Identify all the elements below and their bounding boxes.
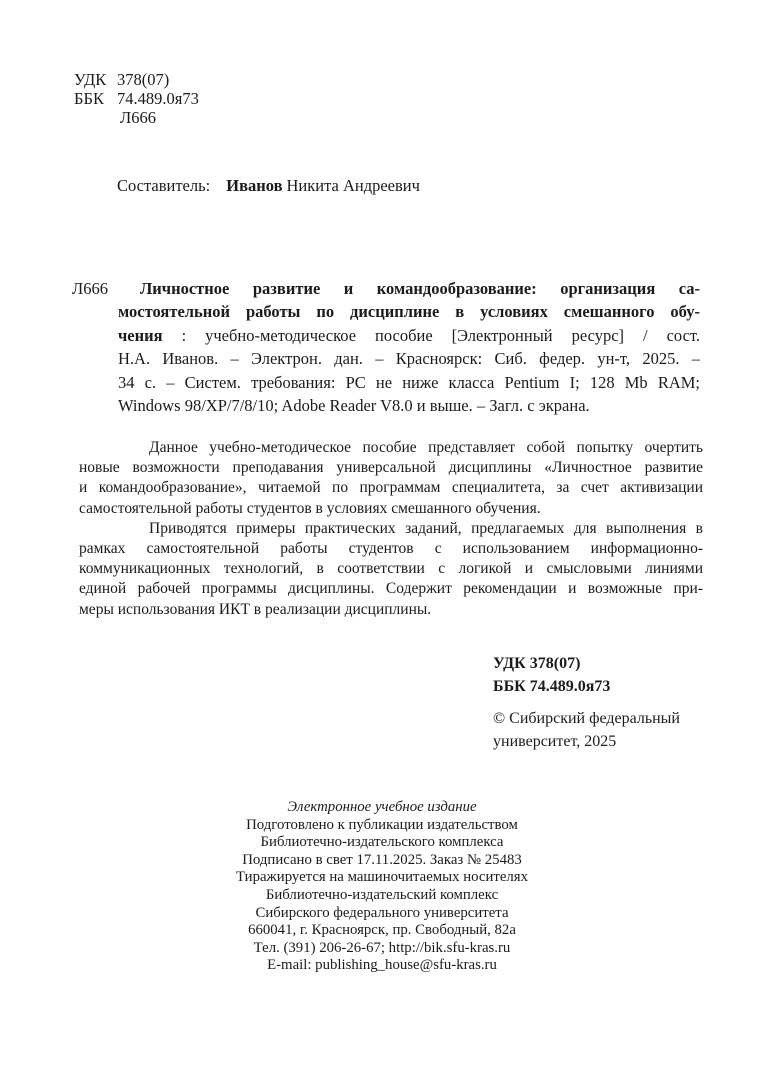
bbk-code-value: 74.489.0я73 — [117, 89, 199, 108]
bib-line-text: 34 с. – Систем. требования: PC не ниже класса Pentium I; 128 Mb RAM; — [118, 372, 700, 392]
publisher-email-line: E-mail: publishing_house@sfu-kras.ru — [267, 957, 497, 974]
annotation-line: самостоятельной работы студентов в условиях смешанного обучения. — [79, 499, 541, 517]
bib-line — [118, 371, 700, 394]
publisher-phone-url-line: Тел. (391) 206-26-67; http://bik.sfu-kras.ru — [253, 939, 511, 956]
bib-text — [118, 277, 700, 417]
bib-line — [118, 300, 700, 323]
udk-code-row — [74, 70, 199, 89]
annotation-line: единой рабочей программы дисциплины. Содержит рекомендации и возможные при- — [79, 580, 703, 598]
annotation-line: Данное учебно-методическое пособие представляет собой попытку очертить — [149, 439, 703, 456]
bib-author-mark: Л666 — [72, 279, 108, 298]
annotation-line: рамках самостоятельной работы студентов с использованием информационно- — [79, 540, 703, 558]
imprint-bbk-code: ББК 74.489.0я73 — [493, 677, 611, 695]
classification-codes — [74, 70, 199, 127]
annotation-line: новые возможности преподавания универсальной дисциплины «Личностное развитие — [79, 459, 703, 477]
annotation-line: коммуникационных технологий, в соответствии с логикой и смысловыми линиями — [79, 560, 703, 578]
bib-line — [118, 347, 700, 370]
colophon-line: Тиражируется на машиночитаемых носителях — [236, 869, 528, 886]
author-mark: Л666 — [120, 108, 156, 127]
compiler-surname: Иванов — [226, 176, 283, 195]
bib-line — [118, 394, 700, 417]
copyright-notice — [493, 708, 680, 753]
annotation-paragraph — [79, 438, 703, 519]
bib-line-text: Windows 98/XP/7/8/10; Adobe Reader V8.0 и выше. – Загл. с экрана. — [118, 396, 590, 416]
annotation-line: Приводятся примеры практических заданий, предлагаемых для выполнения в — [149, 519, 703, 537]
annotation-paragraph — [79, 519, 703, 620]
bib-line-text: Н.А. Иванов. – Электрон. дан. – Красноярск: Сиб. федер. ун-т, 2025. – — [118, 349, 700, 369]
udk-code-value: 378(07) — [117, 70, 170, 89]
annotation-line: меры использования ИКТ в реализации дисциплины. — [79, 600, 432, 618]
bibliographic-entry — [72, 277, 700, 417]
colophon-line: Сибирского федерального университета — [255, 904, 509, 921]
imprint-udk-code: УДК 378(07) — [493, 655, 581, 672]
compiler-line — [117, 176, 420, 196]
compiler-label: Составитель: — [117, 176, 211, 195]
bib-title-bold: чения — [118, 325, 163, 345]
bib-line — [118, 324, 700, 347]
publisher-address-line: 660041, г. Красноярск, пр. Свободный, 82а — [248, 922, 516, 939]
compiler-name: Никита Андреевич — [286, 176, 420, 195]
bib-title-bold: Личностное развитие и командообразование: организация са- — [140, 279, 700, 298]
bib-line-text: : учебно-методическое пособие [Электронный ресурс] / сост. — [162, 325, 700, 345]
udk-code-label: УДК — [74, 70, 107, 89]
colophon-line: Подписано в свет 17.11.2025. Заказ № 25483 — [242, 851, 522, 868]
colophon-line: Библиотечно-издательского комплекса — [260, 834, 504, 851]
imprint-codes — [493, 653, 610, 698]
annotation — [79, 438, 703, 620]
colophon-line: Подготовлено к публикации издательством — [246, 816, 518, 833]
colophon-line: Библиотечно-издательский комплекс — [265, 886, 499, 903]
bbk-code-label: ББК — [74, 89, 104, 108]
copyright-line-1: © Сибирский федеральный — [493, 710, 680, 727]
bib-line — [118, 277, 700, 300]
bbk-code-row — [74, 89, 199, 108]
edition-type-note: Электронное учебное издание — [287, 799, 477, 815]
colophon — [0, 799, 764, 975]
bib-title-bold: мостоятельной работы по дисциплине в условиях смешанного обу- — [118, 302, 700, 322]
copyright-line-2: университет, 2025 — [493, 732, 617, 750]
annotation-line: и командообразование», читаемой по программам специалитета, за счет активизации — [79, 479, 703, 497]
